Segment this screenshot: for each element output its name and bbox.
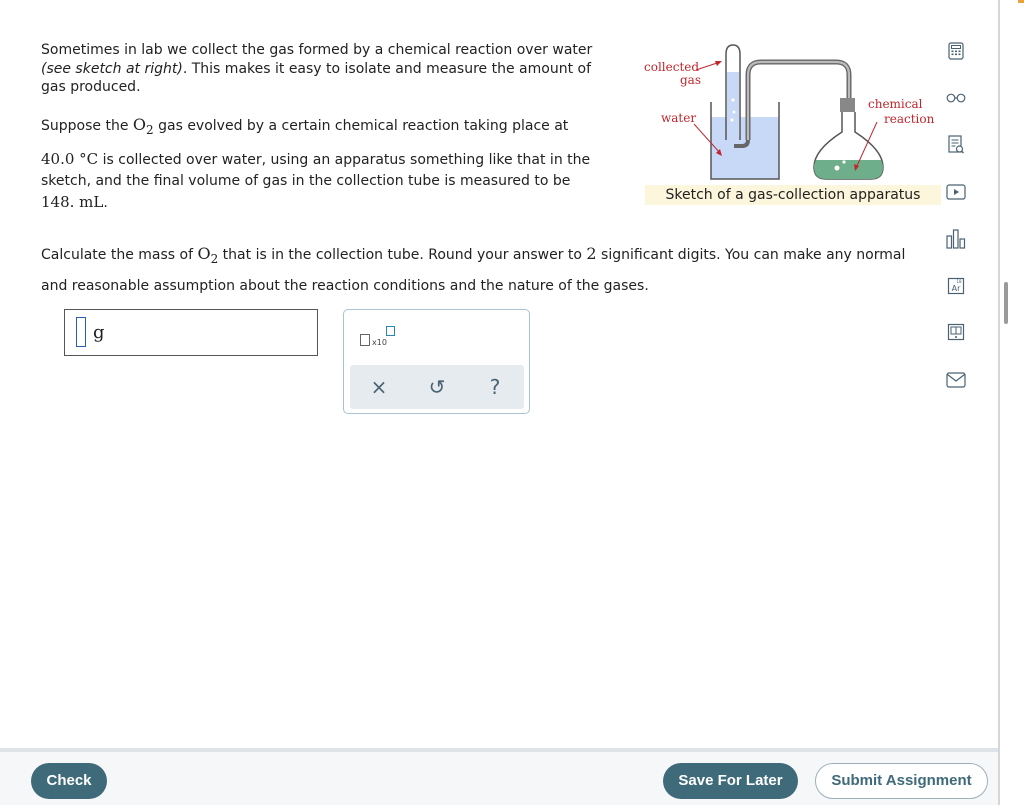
- submit-assignment-button[interactable]: Submit Assignment: [815, 763, 988, 799]
- keypad-action-bar: [350, 365, 524, 409]
- mail-icon[interactable]: [941, 365, 971, 395]
- sig-digits-value: 2: [586, 244, 597, 263]
- textbook-icon[interactable]: [941, 318, 971, 348]
- conditions-paragraph: [41, 114, 631, 214]
- intro-paragraph: [41, 41, 631, 97]
- chart-icon[interactable]: [941, 224, 971, 254]
- answer-unit: g: [93, 322, 105, 343]
- temperature-value: 40.0 °C: [41, 149, 99, 168]
- conditions-text-a: Suppose the: [41, 118, 133, 134]
- calculator-icon[interactable]: [941, 36, 971, 66]
- beaker-water: [711, 117, 779, 179]
- sci-exponent-box: [386, 326, 395, 336]
- label-collected: collected: [644, 60, 700, 74]
- question-gas-subscript: 2: [210, 251, 219, 266]
- question-text-a: Calculate the mass of: [41, 247, 198, 263]
- conditions-text-d: sketch, and the final volume of gas in the collection tube is measured to be: [41, 172, 571, 189]
- gas-formula: O: [132, 115, 147, 134]
- intro-line-2: . This makes it easy to isolate and measure the amount of: [182, 60, 591, 77]
- label-water: water: [661, 111, 697, 125]
- periodic-table-icon[interactable]: [941, 271, 971, 301]
- answer-input-field[interactable]: [76, 317, 86, 347]
- glasses-icon[interactable]: [941, 83, 971, 113]
- svg-text:Ar: Ar: [951, 284, 961, 293]
- sketch-caption: Sketch of a gas-collection apparatus: [645, 185, 941, 205]
- flask-stopper: [840, 98, 855, 112]
- apparatus-drawing: [640, 40, 940, 190]
- conditions-text-end: .: [103, 194, 108, 211]
- math-keypad: [343, 309, 530, 414]
- conditions-text-c: is collected over water, using an apparatus something like that in the: [98, 151, 591, 168]
- question-text-c: significant digits. You can make any normal: [596, 247, 906, 263]
- volume-value: 148. mL: [41, 192, 104, 211]
- reaction-mixture: [814, 160, 883, 179]
- gas-formula-subscript: 2: [146, 122, 154, 137]
- question-line-2: and reasonable assumption about the reaction conditions and the nature of the gases.: [41, 277, 649, 294]
- intro-italic: (see sketch at right): [41, 60, 183, 77]
- scientific-notation-button[interactable]: [360, 324, 400, 352]
- label-gas: gas: [680, 73, 701, 87]
- undo-button[interactable]: ↺: [428, 375, 446, 399]
- question-gas-formula: O: [197, 244, 211, 263]
- reference-icon[interactable]: [941, 130, 971, 160]
- clear-button[interactable]: ×: [370, 375, 388, 399]
- tube-water: [727, 72, 739, 140]
- label-reaction: reaction: [884, 112, 935, 126]
- svg-text:18: 18: [956, 279, 962, 284]
- intro-line-3: gas produced.: [41, 79, 141, 95]
- video-icon[interactable]: [941, 177, 971, 207]
- strip-indicator: [1018, 0, 1024, 3]
- sci-x10-label: x10: [372, 338, 387, 347]
- question-text-b: that is in the collection tube. Round your answer to: [218, 247, 587, 263]
- conditions-text-b: gas evolved by a certain chemical reaction taking place at: [153, 118, 569, 134]
- scrollbar-thumb[interactable]: [1004, 282, 1008, 324]
- check-button[interactable]: Check: [31, 763, 107, 799]
- help-button[interactable]: ?: [489, 375, 501, 399]
- right-scroll-strip: [998, 0, 1024, 805]
- intro-line-1: Sometimes in lab we collect the gas formed by a chemical reaction over water: [41, 42, 593, 58]
- answer-input-box[interactable]: [64, 309, 318, 356]
- save-for-later-button[interactable]: Save For Later: [663, 763, 798, 799]
- label-chemical: chemical: [868, 97, 923, 111]
- sci-base-box: [360, 334, 370, 346]
- footer-bar: [0, 748, 998, 805]
- question-paragraph: [41, 240, 941, 300]
